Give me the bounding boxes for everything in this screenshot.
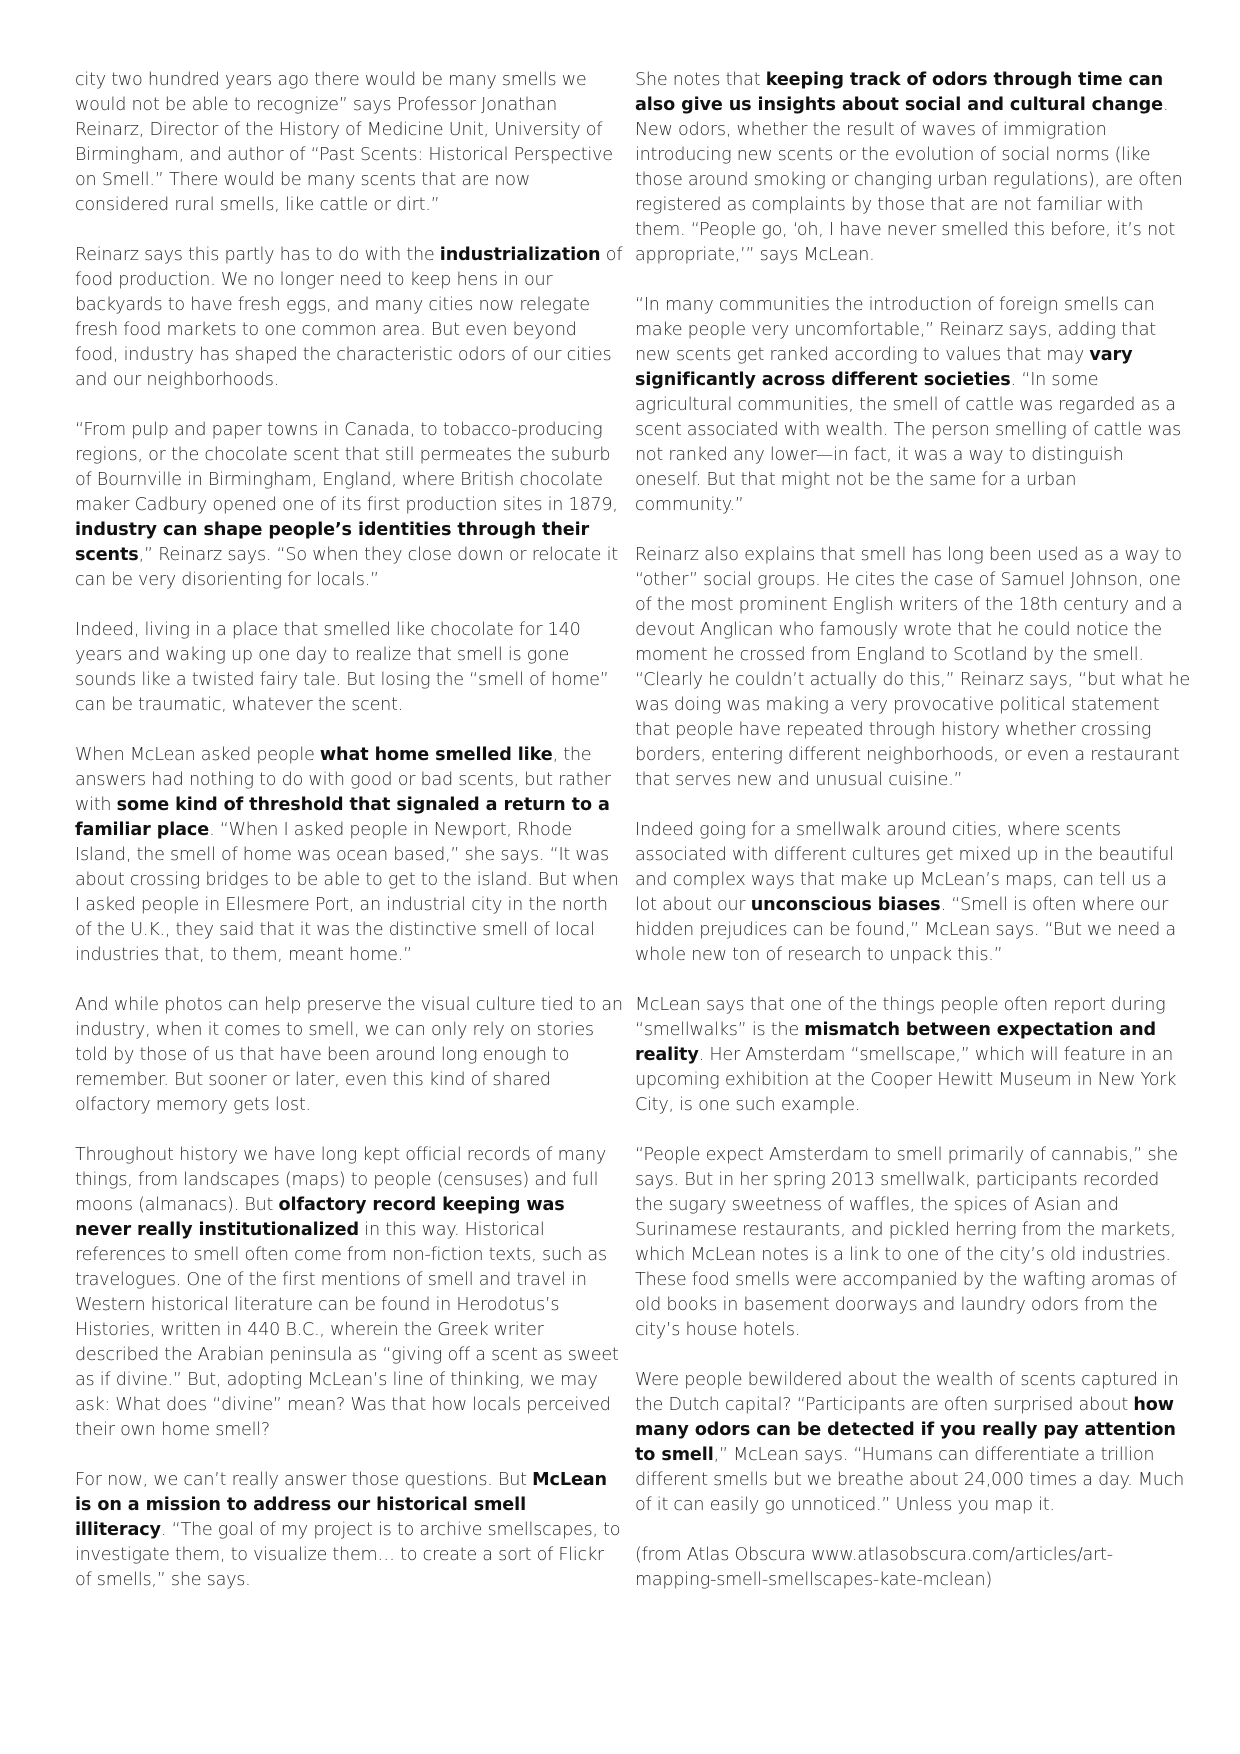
text-run: city two hundred years ago there would be many smells we would not be able to recognize” says Professor Jonathan Reinarz, Director of the History of Medicine Unit, University of Birmingham, and author of “Past Scents: Historical Perspective on Smell.” There would be many scents that are now considered rural smells, like cattle or dirt.”: [75, 70, 613, 215]
bold-phrase: unconscious biases: [750, 895, 941, 915]
paragraph: [75, 743, 623, 968]
text-run: . New odors, whether the result of waves of immigration introducing new scents or the evolution of social norms (like those around smoking or changing urban regulations), are often registered as complaints by those that are not familiar with them. “People go, ‘oh, I have never smelled this before, it’s not appropriate,’” says McLean.: [635, 95, 1183, 265]
text-run: , the answers had nothing to do with good or bad scents, but rather with: [75, 745, 611, 815]
text-run: When McLean asked people: [75, 745, 320, 765]
bold-phrase: keeping track of odors through time can also give us insights about social and cultural change: [635, 70, 1164, 115]
text-run: Were people bewildered about the wealth of scents captured in the Dutch capital? “Participants are often surprised about: [635, 1370, 1179, 1415]
paragraph: [635, 68, 1190, 268]
text-run: Reinarz also explains that smell has long been used as a way to “other” social groups. He cites the case of Samuel Johnson, one of the most prominent English writers of the 18th century and a devout Anglican who famously wrote that he could notice the moment he crossed from England to Scotland by the smell. “Clearly he couldn’t actually do this,” Reinarz says, “but what he was doing was making a very provocative political statement that people have repeated through history whether crossing borders, entering different neighborhoods, or even a restaurant that serves new and unusual cuisine.”: [635, 545, 1190, 790]
paragraph: [635, 993, 1190, 1118]
text-run: “People expect Amsterdam to smell primarily of cannabis,” she says. But in her spring 2013 smellwalk, participants recorded the sugary sweetness of waffles, the spices of Asian and Surinamese restaurants, and pickled herring from the markets, which McLean notes is a link to one of the city’s old industries. These food smells were accompanied by the wafting aromas of old books in basement doorways and laundry odors from the city’s house hotels.: [635, 1145, 1178, 1340]
text-run: . “The goal of my project is to archive smellscapes, to investigate them, to visualize them… to create a sort of Flickr of smells,” she says.: [75, 1520, 621, 1590]
text-run: “In many communities the introduction of foreign smells can make people very uncomfortable,” Reinarz says, adding that new scents get ranked according to values that may: [635, 295, 1156, 365]
text-run: . “When I asked people in Newport, Rhode Island, the smell of home was ocean based,” she says. “It was about crossing bridges to be able to get to the island. But when I asked people in Ellesmere Port, an industrial city in the north of the U.K., they said that it was the distinctive smell of local industries that, to them, meant home.”: [75, 820, 619, 965]
bold-phrase: vary significantly across different societies: [635, 345, 1133, 390]
paragraph: [635, 818, 1190, 968]
paragraph: [75, 68, 623, 218]
paragraph: [75, 418, 623, 593]
paragraph: [635, 293, 1190, 518]
paragraph: [75, 618, 623, 718]
source-citation: (from Atlas Obscura www.atlasobscura.com/articles/art-mapping-smell-smellscapes-kate-mclean): [635, 1545, 1113, 1590]
bold-phrase: industry can shape people’s identities through their scents: [75, 520, 590, 565]
text-run: ,” Reinarz says. “So when they close down or relocate it can be very disorienting for locals.”: [75, 545, 618, 590]
bold-phrase: industrialization: [439, 245, 601, 265]
text-run: . “In some agricultural communities, the smell of cattle was regarded as a scent associated with wealth. The person smelling of cattle was not ranked any lower—in fact, it was a way to distinguish oneself. But that might not be the same for a urban community.”: [635, 370, 1182, 515]
paragraph: [75, 1468, 623, 1593]
text-run: of food production. We no longer need to keep hens in our backyards to have fresh eggs, and many cities now relegate fresh food markets to one common area. But even beyond food, industry has shaped the characteristic odors of our cities and our neighborhoods.: [75, 245, 623, 390]
paragraph: [635, 543, 1190, 793]
text-run: Indeed going for a smellwalk around cities, where scents associated with different cultures get mixed up in the beautiful and complex ways that make up McLean’s maps, can tell us a lot about our: [635, 820, 1174, 915]
right-column: [635, 68, 1190, 1618]
text-run: . Her Amsterdam “smellscape,” which will feature in an upcoming exhibition at the Cooper Hewitt Museum in New York City, is one such example.: [635, 1045, 1177, 1115]
text-run: For now, we can’t really answer those questions. But: [75, 1470, 533, 1490]
bold-phrase: olfactory record keeping was never really institutionalized: [75, 1195, 565, 1240]
text-run: . “Smell is often where our hidden prejudices can be found,” McLean says. “But we need a whole new ton of research to unpack this.”: [635, 895, 1176, 965]
text-run: “From pulp and paper towns in Canada, to tobacco-producing regions, or the chocolate scent that still permeates the suburb of Bournville in Birmingham, England, where British chocolate maker Cadbury opened one of its first production sites in 1879,: [75, 420, 618, 515]
text-run: Throughout history we have long kept official records of many things, from landscapes (maps) to people (censuses) and full moons (almanacs). But: [75, 1145, 607, 1215]
text-run: McLean says that one of the things people often report during “smellwalks” is the: [635, 995, 1166, 1040]
text-run: Indeed, living in a place that smelled like chocolate for 140 years and waking up one day to realize that smell is gone sounds like a twisted fairy tale. But losing the “smell of home” can be traumatic, whatever the scent.: [75, 620, 609, 715]
bold-phrase: how many odors can be detected if you really pay attention to smell: [635, 1395, 1176, 1465]
paragraph: [635, 1368, 1190, 1518]
bold-phrase: McLean is on a mission to address our historical smell illiteracy: [75, 1470, 607, 1540]
bold-phrase: mismatch between expectation and reality: [635, 1020, 1156, 1065]
paragraph: [75, 243, 623, 393]
paragraph: [635, 1143, 1190, 1343]
paragraph: [75, 1143, 623, 1443]
text-run: ,” McLean says. “Humans can differentiate a trillion different smells but we breathe about 24,000 times a day. Much of it can easily go unnoticed.” Unless you map it.: [635, 1445, 1185, 1515]
bold-phrase: some kind of threshold that signaled a return to a familiar place: [75, 795, 610, 840]
text-run: And while photos can help preserve the visual culture tied to an industry, when it comes to smell, we can only rely on stories told by those of us that have been around long enough to remember. But sooner or later, even this kind of shared olfactory memory gets lost.: [75, 995, 623, 1115]
text-run: Reinarz says this partly has to do with the: [75, 245, 440, 265]
paragraph: [75, 993, 623, 1118]
text-run: She notes that: [635, 70, 766, 90]
left-column: [75, 68, 623, 1618]
text-run: in this way. Historical references to smell often come from non-fiction texts, such as travelogues. One of the first mentions of smell and travel in Western historical literature can be found in Herodotus’s Histories, written in 440 B.C., wherein the Greek writer described the Arabian peninsula as “giving off a scent as sweet as if divine.” But, adopting McLean’s line of thinking, we may ask: What does “divine” mean? Was that how locals perceived their own home smell?: [75, 1220, 619, 1440]
bold-phrase: what home smelled like: [319, 745, 553, 765]
